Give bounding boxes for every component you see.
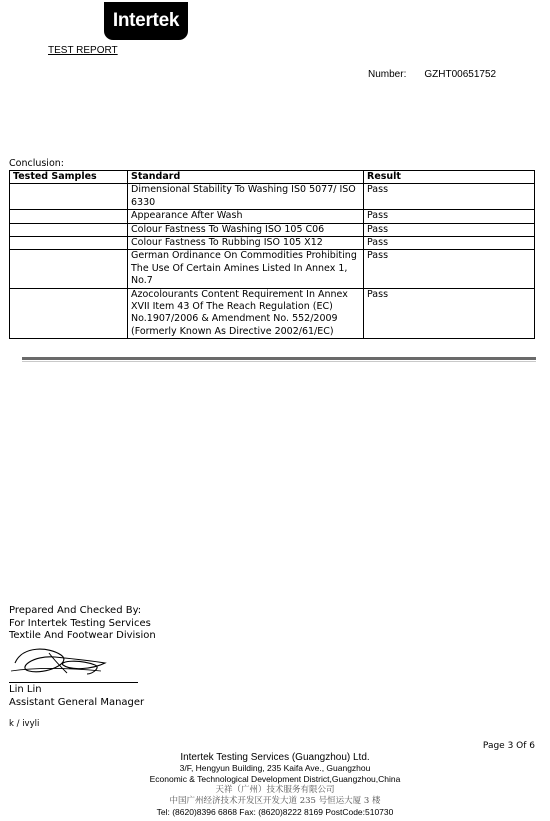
footer-contact: Tel: (8620)8396 6868 Fax: (8620)8222 8169 PostCode:510730: [156, 807, 394, 817]
footer: [0, 752, 550, 818]
column-header: Tested Samples: [10, 171, 128, 184]
organization-line: For Intertek Testing Services: [9, 617, 151, 629]
number-value: GZHT00651752: [424, 69, 497, 80]
footer-company: Intertek Testing Services (Guangzhou) Ltd.: [180, 752, 370, 763]
sample-cell: [10, 288, 128, 339]
number-label: Number:: [368, 69, 407, 80]
intertek-logo: Intertek: [104, 2, 188, 40]
standard-cell: Azocolourants Content Requirement In Annex XVII Item 43 Of The Reach Regulation (EC) No.1907/2006 & Amendment No. 552/2009 (Formerly Known As Directive 2002/61/EC): [128, 288, 364, 339]
table-row: [10, 223, 535, 236]
table-row: [10, 250, 535, 288]
standard-cell: German Ordinance On Commodities Prohibiting The Use Of Certain Amines Listed In Annex 1, No.7: [128, 250, 364, 288]
section-divider: [22, 357, 536, 360]
sample-cell: [10, 250, 128, 288]
standard-cell: Appearance After Wash: [128, 210, 364, 223]
report-number: [368, 69, 496, 80]
sample-cell: [10, 210, 128, 223]
result-cell: Pass: [364, 237, 535, 250]
preparer-initials: k / ivyli: [9, 719, 40, 729]
column-header: Result: [364, 171, 535, 184]
prepared-by-block: [9, 605, 156, 643]
column-header: Standard: [128, 171, 364, 184]
sample-cell: [10, 223, 128, 236]
report-title: TEST REPORT: [48, 45, 118, 56]
standard-cell: Colour Fastness To Washing ISO 105 C06: [128, 223, 364, 236]
standard-cell: Colour Fastness To Rubbing ISO 105 X12: [128, 237, 364, 250]
signature-line: [9, 682, 138, 683]
result-cell: Pass: [364, 184, 535, 210]
division-line: Textile And Footwear Division: [9, 630, 156, 641]
footer-address-line2: Economic & Technological Development District,Guangzhou,China: [149, 774, 401, 784]
sample-cell: [10, 237, 128, 250]
signer-block: [9, 684, 144, 709]
table-header-row: [10, 171, 535, 184]
table-row: [10, 288, 535, 339]
result-cell: Pass: [364, 210, 535, 223]
footer-chinese-name: 天祥（广州）技术服务有限公司: [215, 785, 335, 795]
handwritten-signature: [9, 641, 139, 683]
signer-title: Assistant General Manager: [9, 696, 145, 708]
footer-address-line1: 3/F, Hengyun Building, 235 Kaifa Ave., Guangzhou: [179, 763, 371, 773]
prepared-by-label: Prepared And Checked By:: [9, 605, 142, 616]
table-row: [10, 237, 535, 250]
result-cell: Pass: [364, 288, 535, 339]
footer-chinese-address: 中国广州经济技术开发区开发大道 235 号恒运大厦 3 楼: [169, 796, 381, 806]
results-table: [9, 170, 535, 339]
result-cell: Pass: [364, 223, 535, 236]
result-cell: Pass: [364, 250, 535, 288]
table-row: [10, 184, 535, 210]
table-row: [10, 210, 535, 223]
standard-cell: Dimensional Stability To Washing IS0 5077/ ISO 6330: [128, 184, 364, 210]
sample-cell: [10, 184, 128, 210]
signer-name: Lin Lin: [9, 684, 42, 695]
section-divider-shadow: [22, 361, 536, 362]
page-number: Page 3 Of 6: [482, 741, 535, 751]
conclusion-label: Conclusion:: [9, 158, 64, 169]
